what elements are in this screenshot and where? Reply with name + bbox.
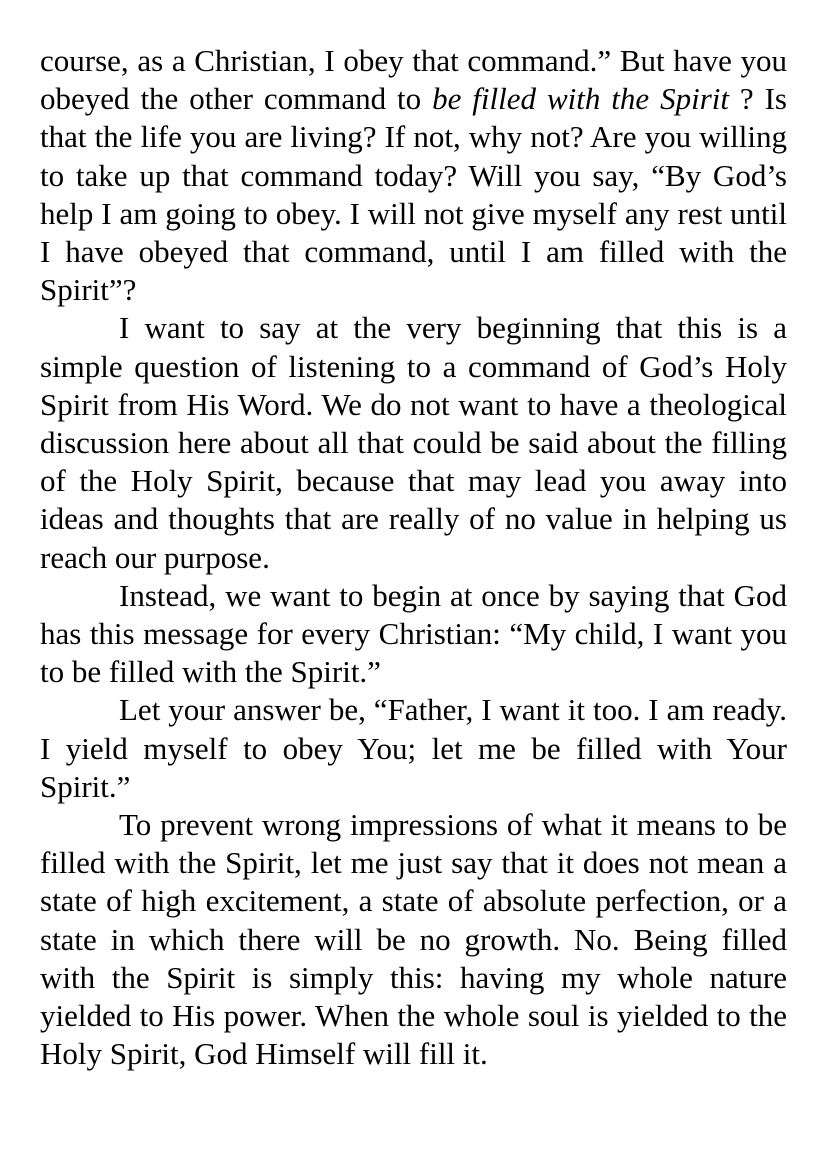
paragraph-1-text-end: ? Is that the life you are living? If not, why not? Are you willing to take up that command today? Will you say, “By God’s help I am going to obey. I will not give myself any rest until I have obeyed that command, until I am filled with the Spirit”? (40, 81, 787, 308)
paragraph-4: Let your answer be, “Father, I want it too. I am ready. I yield myself to obey You; let me be filled with Your Spirit.” (40, 692, 787, 804)
paragraph-2: I want to say at the very beginning that this is a simple question of listening to a command of God’s Holy Spirit from His Word. We do not want to have a theological discussion here about all that could be said about the filling of the Holy Spirit, because that may lead you away into ideas and thoughts that are really of no value in helping us reach our purpose. (40, 310, 787, 575)
paragraph-5: To prevent wrong impressions of what it means to be filled with the Spirit, let me just say that it does not mean a state of high excitement, a state of absolute perfection, or a state in which there will be no growth. No. Being filled with the Spirit is simply this: having my whole nature yielded to His power. When the whole soul is yielded to the Holy Spirit, God Himself will fill it. (40, 807, 787, 1072)
paragraph-3: Instead, we want to begin at once by saying that God has this message for every Christian: “My child, I want you to be filled with the Spirit.” (40, 577, 787, 690)
paragraph-1 (40, 42, 787, 309)
paragraph-1-emphasis: be filled with the Spirit (432, 81, 729, 117)
paragraph-1-text-start: course, as a Christian, I obey that command.” But have you obeyed the other command to (40, 43, 787, 117)
document-page (40, 42, 787, 1073)
